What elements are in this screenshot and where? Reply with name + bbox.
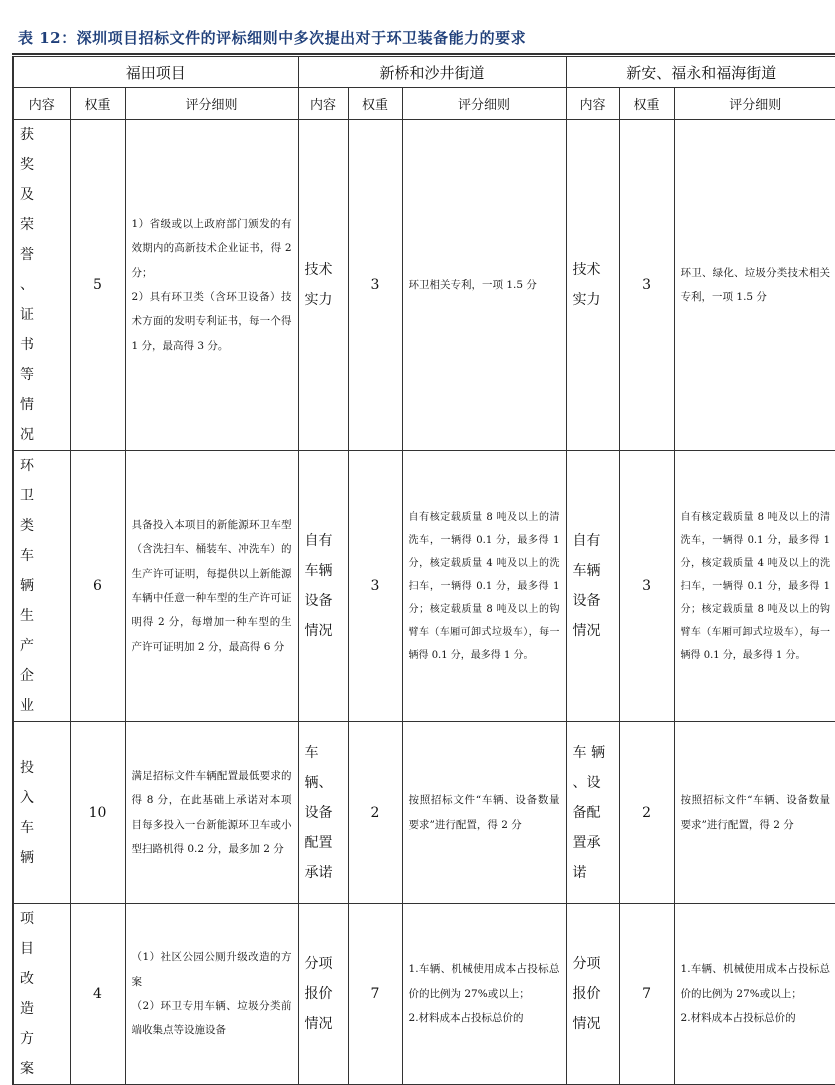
weight-cell: 7 bbox=[619, 904, 674, 1085]
content-cell: 投 入 车辆 bbox=[13, 722, 70, 904]
detail-cell bbox=[125, 120, 298, 451]
weight-cell: 10 bbox=[70, 722, 125, 904]
detail-text: 具备投入本项目的新能源环卫车型（含洗扫车、桶装车、冲洗车）的生产许可证明，每提供以上新能源车辆中任意一种车型的生产许可证明得 2 分，每增加一种车型的生产许可证明加 2 分，最高得 6 分 bbox=[131, 518, 292, 653]
table-row bbox=[13, 904, 835, 1085]
weight-cell: 6 bbox=[70, 451, 125, 722]
detail-cell bbox=[674, 904, 835, 1085]
weight-cell: 5 bbox=[70, 120, 125, 451]
group-xinan-fuyong-fuhai: 新安、福永和福海街道 bbox=[566, 57, 835, 88]
detail-text: 自有核定载质量 8 吨及以上的清洗车，一辆得 0.1 分，最多得 1 分，核定载质量 4 吨及以上的洗扫车，一辆得 0.1 分，最多得 1 分；核定载质量 8 吨及以上的钩臂车（车厢可卸式垃圾车），每一辆得 0.1 分，最多得 1 分。 bbox=[680, 511, 834, 661]
detail-cell bbox=[402, 722, 566, 904]
header-content: 内容 bbox=[566, 88, 619, 120]
table-row bbox=[13, 722, 835, 904]
header-detail: 评分细则 bbox=[674, 88, 835, 120]
table-row bbox=[13, 120, 835, 451]
header-weight: 权重 bbox=[70, 88, 125, 120]
header-weight: 权重 bbox=[619, 88, 674, 120]
table-title: 表 12：深圳项目招标文件的评标细则中多次提出对于环卫装备能力的要求 bbox=[18, 29, 527, 47]
detail-text: 按照招标文件“车辆、设备数量要求”进行配置，得 2 分 bbox=[680, 794, 831, 831]
content-cell: 技术实力 bbox=[566, 120, 619, 451]
content-cell: 环 卫 类 车 辆 生 产 企 业 bbox=[13, 451, 70, 722]
content-cell: 分项报价情况 bbox=[298, 904, 348, 1085]
detail-cell bbox=[674, 120, 835, 451]
detail-cell bbox=[125, 451, 298, 722]
content-cell: 车 辆 、设备配置承诺 bbox=[566, 722, 619, 904]
detail-text: 1）省级或以上政府部门颁发的有效期内的高新技术企业证书，得 2 分； 2）具有环卫类（含环卫设备）技术方面的发明专利证书，每一个得 1 分，最高得 3 分。 bbox=[131, 217, 292, 352]
scoring-table bbox=[12, 56, 835, 1085]
weight-cell: 2 bbox=[348, 722, 402, 904]
detail-text: 满足招标文件车辆配置最低要求的得 8 分，在此基础上承诺对本项目每多投入一台新能源环卫车或小型扫路机得 0.2 分，最多加 2 分 bbox=[131, 769, 292, 855]
header-weight: 权重 bbox=[348, 88, 402, 120]
group-xinqiao-shajing: 新桥和沙井街道 bbox=[298, 57, 566, 88]
group-header-row bbox=[13, 57, 835, 88]
detail-text: 1.车辆、机械使用成本占投标总价的比例为 27%或以上； 2.材料成本占投标总价的 bbox=[408, 963, 560, 1025]
header-detail: 评分细则 bbox=[125, 88, 298, 120]
content-cell: 分项报价情况 bbox=[566, 904, 619, 1085]
header-content: 内容 bbox=[298, 88, 348, 120]
detail-text: 按照招标文件“车辆、设备数量要求”进行配置，得 2 分 bbox=[408, 794, 560, 831]
detail-cell bbox=[125, 904, 298, 1085]
detail-cell bbox=[674, 722, 835, 904]
weight-cell: 2 bbox=[619, 722, 674, 904]
table-row bbox=[13, 451, 835, 722]
weight-cell: 7 bbox=[348, 904, 402, 1085]
detail-cell bbox=[402, 120, 566, 451]
weight-cell: 4 bbox=[70, 904, 125, 1085]
detail-text: 1.车辆、机械使用成本占投标总价的比例为 27%或以上； 2.材料成本占投标总价的 bbox=[680, 963, 831, 1025]
detail-cell bbox=[674, 451, 835, 722]
detail-text: 自有核定载质量 8 吨及以上的清洗车，一辆得 0.1 分，最多得 1 分，核定载质量 4 吨及以上的洗扫车，一辆得 0.1 分，最多得 1 分；核定载质量 8 吨及以上的钩臂车（车厢可卸式垃圾车），每一辆得 0.1 分，最多得 1 分。 bbox=[408, 511, 563, 661]
detail-text: 环卫相关专利，一项 1.5 分 bbox=[408, 278, 537, 291]
column-header-row bbox=[13, 88, 835, 120]
title-divider bbox=[12, 53, 835, 55]
content-cell: 自有车辆设备情况 bbox=[298, 451, 348, 722]
header-content: 内容 bbox=[13, 88, 70, 120]
detail-cell bbox=[125, 722, 298, 904]
detail-cell bbox=[402, 904, 566, 1085]
detail-text: （1）社区公园公厕升级改造的方案 （2）环卫专用车辆、垃圾分类前端收集点等设施设备 bbox=[131, 951, 292, 1037]
weight-cell: 3 bbox=[619, 451, 674, 722]
content-cell: 技术实力 bbox=[298, 120, 348, 451]
content-cell: 车 辆、设备配置承诺 bbox=[298, 722, 348, 904]
header-detail: 评分细则 bbox=[402, 88, 566, 120]
content-cell: 获 奖 及 荣 誉 、 证 书 等 情 况 bbox=[13, 120, 70, 451]
detail-cell bbox=[402, 451, 566, 722]
weight-cell: 3 bbox=[619, 120, 674, 451]
weight-cell: 3 bbox=[348, 451, 402, 722]
content-cell: 自有车辆设备情况 bbox=[566, 451, 619, 722]
content-cell: 项 目 改 造 方案 bbox=[13, 904, 70, 1085]
weight-cell: 3 bbox=[348, 120, 402, 451]
detail-text: 环卫、绿化、垃圾分类技术相关专利，一项 1.5 分 bbox=[680, 266, 831, 303]
group-futian: 福田项目 bbox=[13, 57, 298, 88]
